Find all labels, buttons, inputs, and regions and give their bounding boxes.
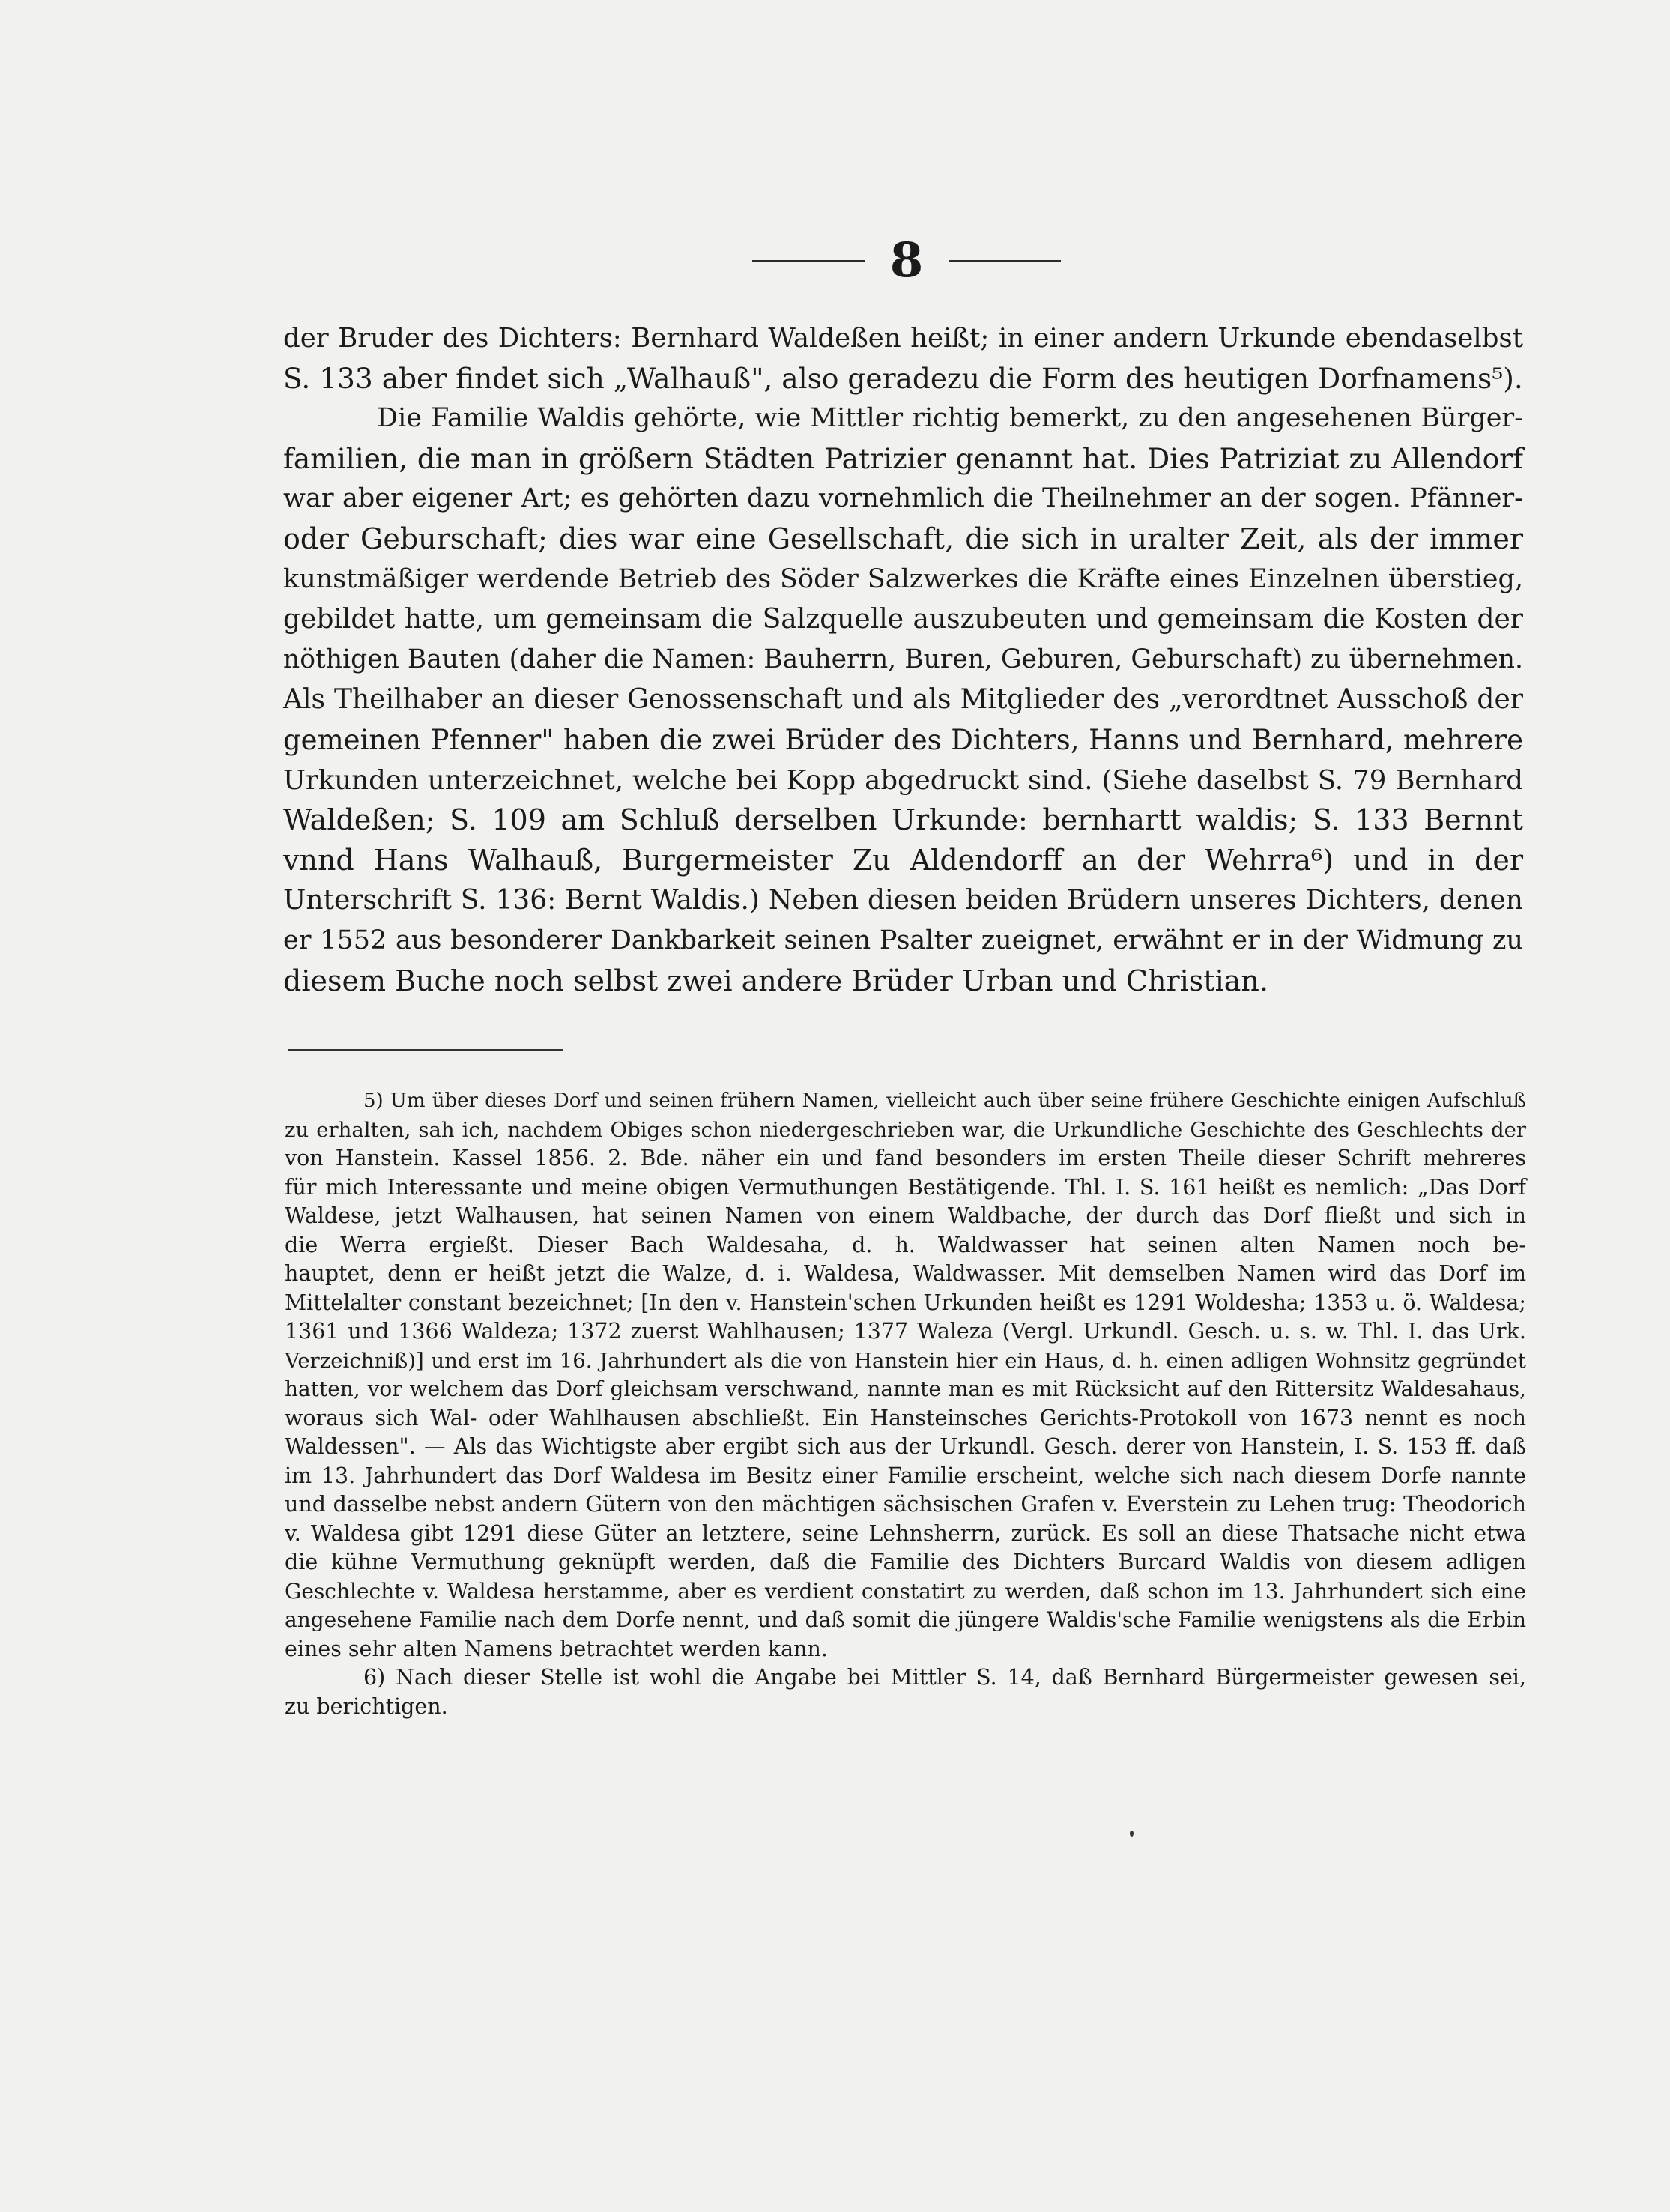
text-line: gebildet hatte, um gemeinsam die Salzquelle auszubeuten und gemeinsam die Kosten der (283, 604, 1523, 635)
text-line: der Bruder des Dichters: Bernhard Waldeßen heißt; in einer andern Urkunde ebendaselbst (283, 323, 1523, 354)
text-line: S. 133 aber findet sich „Walhauß", also geradezu die Form des heutigen Dorfnamens⁵). (283, 361, 1523, 395)
text-line: Unterschrift S. 136: Bernt Waldis.) Neben diesen beiden Brüdern unseres Dichters, denen (283, 885, 1523, 916)
footnote-line: 1361 und 1366 Waldeza; 1372 zuerst Wahlhausen; 1377 Waleza (Vergl. Urkundl. Gesch. u. s. w. Thl. I. das Urk. (285, 1319, 1526, 1344)
footnote-line: Verzeichniß)] und erst im 16. Jahrhundert als die von Hanstein hier ein Haus, d. h. einen adligen Wohnsitz gegründet (285, 1348, 1526, 1373)
footnote-line: im 13. Jahrhundert das Dorf Waldesa im Besitz einer Familie erscheint, welche sich nach diesem Dorfe nannte (285, 1463, 1526, 1488)
text-line: er 1552 aus besonderer Dankbarkeit seinen Psalter zueignet, erwähnt er in der Widmung zu (283, 925, 1523, 955)
text-line: Waldeßen; S. 109 am Schluß derselben Urkunde: bernhartt waldis; S. 133 Bernnt (283, 803, 1523, 837)
text-line: vnnd Hans Walhauß, Burgermeister Zu Aldendorff an der Wehrra⁶) und in der (283, 843, 1523, 877)
footnote-line: Waldessen". — Als das Wichtigste aber ergibt sich aus der Urkundl. Gesch. derer von Hanstein, I. S. 153 ff. daß (285, 1434, 1526, 1459)
header-dash-right (949, 260, 1061, 262)
footnote-line: von Hanstein. Kassel 1856. 2. Bde. näher ein und fand besonders im ersten Theile dieser Schrift mehreres (285, 1146, 1526, 1170)
text-line: gemeinen Pfenner" haben die zwei Brüder des Dichters, Hanns und Bernhard, mehrere (283, 723, 1523, 756)
footnote-rule (288, 1049, 563, 1051)
text-line: nöthigen Bauten (daher die Namen: Bauherrn, Buren, Geburen, Geburschaft) zu übernehmen. (283, 644, 1523, 674)
footnote-line: hatten, vor welchem das Dorf gleichsam verschwand, nannte man es mit Rücksicht auf den Rittersitz Waldesahaus, (285, 1377, 1526, 1401)
text-line: diesem Buche noch selbst zwei andere Brüder Urban und Christian. (283, 964, 1268, 997)
print-speck (1130, 1831, 1134, 1837)
footnotes (285, 1087, 1526, 1721)
text-line: war aber eigener Art; es gehörten dazu vornehmlich die Theilnehmer an der sogen. Pfänner- (283, 483, 1523, 514)
footnote-line: Waldese, jetzt Walhausen, hat seinen Namen von einem Waldbache, der durch das Dorf fließt und sich in (285, 1203, 1526, 1228)
page-header (734, 232, 1079, 288)
footnote-line: zu erhalten, sah ich, nachdem Obiges schon niedergeschrieben war, die Urkundliche Geschichte des Geschlechts der (285, 1117, 1526, 1142)
footnote-line: hauptet, denn er heißt jetzt die Walze, d. i. Waldesa, Waldwasser. Mit demselben Namen wird das Dorf im (285, 1261, 1526, 1286)
footnote-line: woraus sich Wal- oder Wahlhausen abschließt. Ein Hansteinsches Gerichts-Protokoll von 1673 nennt es noch (285, 1405, 1526, 1430)
footnote-line: Mittelalter constant bezeichnet; [In den v. Hanstein'schen Urkunden heißt es 1291 Woldesha; 1353 u. ö. Waldesa; (285, 1290, 1526, 1315)
footnote-line: die Werra ergießt. Dieser Bach Waldesaha, d. h. Waldwasser hat seinen alten Namen noch be- (285, 1232, 1526, 1257)
header-dash-left (752, 260, 865, 262)
footnote-line: angesehene Familie nach dem Dorfe nennt, und daß somit die jüngere Waldis'sche Familie wenigstens als die Erbin (285, 1607, 1526, 1632)
text-line: Als Theilhaber an dieser Genossenschaft und als Mitglieder des „verordtnet Ausschoß der (283, 684, 1523, 716)
text-line: kunstmäßiger werdende Betrieb des Söder Salzwerkes die Kräfte eines Einzelnen überstieg, (283, 563, 1523, 594)
footnote-line: 6) Nach dieser Stelle ist wohl die Angabe bei Mittler S. 14, daß Bernhard Bürgermeister gewesen sei, (363, 1665, 1526, 1690)
footnote-line: 5) Um über dieses Dorf und seinen frühern Namen, vielleicht auch über seine frühere Geschichte einigen Aufschluß (363, 1090, 1526, 1112)
page-number: 8 (889, 232, 924, 288)
text-line: Urkunden unterzeichnet, welche bei Kopp abgedruckt sind. (Siehe daselbst S. 79 Bernhard (283, 764, 1523, 796)
footnote-line: Geschlechte v. Waldesa herstamme, aber es verdient constatirt zu werden, daß schon im 13. Jahrhundert sich eine (285, 1578, 1526, 1604)
main-text (283, 318, 1523, 1001)
footnote-line: die kühne Vermuthung geknüpft werden, daß die Familie des Dichters Burcard Waldis von diesem adligen (285, 1550, 1526, 1574)
footnote-line: eines sehr alten Namens betrachtet werden kann. (285, 1636, 828, 1661)
footnote-line: zu berichtigen. (285, 1693, 448, 1719)
footnote-line: für mich Interessante und meine obigen Vermuthungen Bestätigende. Thl. I. S. 161 heißt es nemlich: „Das Dorf (285, 1174, 1526, 1200)
text-line: familien, die man in größern Städten Patrizier genannt hat. Dies Patriziat zu Allendorf (283, 441, 1523, 475)
footnote-line: v. Waldesa gibt 1291 diese Güter an letztere, seine Lehnsherrn, zurück. Es soll an diese Thatsache nicht etwa (285, 1520, 1526, 1546)
text-line: oder Geburschaft; dies war eine Gesellschaft, die sich in uralter Zeit, als der immer (283, 522, 1523, 555)
text-line: Die Familie Waldis gehörte, wie Mittler richtig bemerkt, zu den angesehenen Bürger- (377, 403, 1523, 434)
footnote-line: und dasselbe nebst andern Gütern von den mächtigen sächsischen Grafen v. Everstein zu Lehen trug: Theodorich (285, 1492, 1526, 1517)
